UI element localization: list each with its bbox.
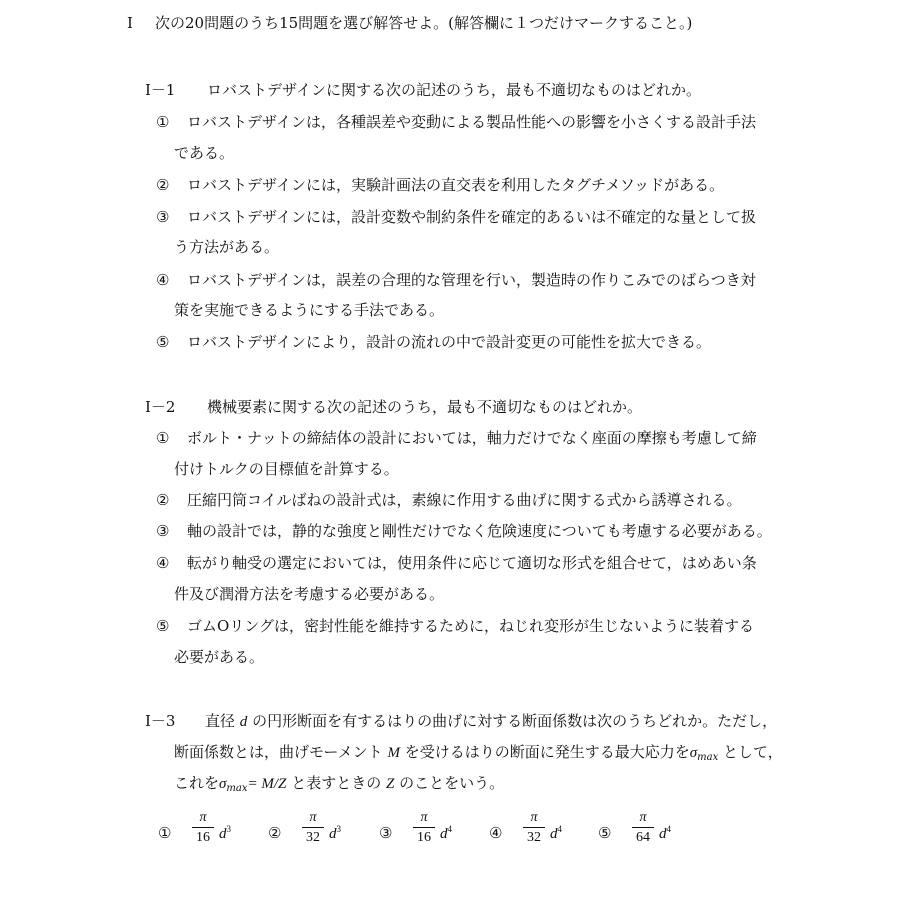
option-text: 転がり軸受の選定においては，使用条件に応じて適切な形式を組合せて，はめあい条 (187, 554, 757, 572)
option-text: 策を実施できるようにする手法である。 (174, 301, 445, 319)
numerator: π (530, 810, 538, 825)
option-mark: ④ (489, 824, 503, 842)
option-mark: ③ (379, 824, 393, 842)
option-mark: ② (156, 176, 170, 194)
question-number: Ⅰ－2 (145, 398, 176, 416)
power-term: $d^4$ (659, 824, 671, 842)
power-term: $d^3$ (329, 824, 341, 842)
option-text: ロバストデザインには，設計変数や制約条件を確定的あるいは不確定的な量として扱 (187, 208, 756, 226)
stem-text: と表すときの (291, 774, 382, 792)
stem-text: 直径 (205, 712, 236, 730)
option-text: 件及び潤滑方法を考慮する必要がある。 (174, 585, 445, 603)
section-mark: Ⅰ (127, 14, 133, 32)
fraction-bar (302, 827, 324, 828)
question-number: Ⅰ－1 (145, 81, 176, 99)
power-term: $d^3$ (219, 824, 231, 842)
option-mark: ② (156, 491, 170, 509)
sigma-symbol: σ (219, 776, 227, 792)
fraction-bar (192, 827, 214, 828)
option-mark: ⑤ (156, 617, 170, 635)
option-mark: ③ (156, 522, 170, 540)
stem-text: 断面係数とは，曲げモーメント (174, 743, 383, 761)
option-text: 付けトルクの目標値を計算する。 (174, 460, 399, 478)
sigma-subscript: max (697, 752, 719, 763)
option-mark: ② (268, 824, 282, 842)
denominator: 16 (196, 830, 210, 845)
stem-text: のことをいう。 (399, 774, 505, 792)
numerator: π (639, 810, 647, 825)
stem-text: を受けるはりの断面に発生する最大応力を (404, 743, 690, 761)
fraction (409, 810, 439, 846)
option-mark: ④ (156, 554, 170, 572)
option-text: ゴムOリングは，密封性能を維持するために，ねじれ変形が生じないように装着する (187, 617, 755, 635)
option-text: ロバストデザインにより，設計の流れの中で設計変更の可能性を拡大できる。 (187, 333, 711, 351)
fraction-bar (632, 827, 654, 828)
fraction (519, 810, 549, 846)
option-mark: ④ (156, 271, 170, 289)
variable-d: d (239, 714, 248, 730)
sigma-symbol: σ (689, 745, 698, 761)
section-instruction: 次の20問題のうち15問題を選び解答せよ。(解答欄に１つだけマークすること。) (155, 14, 693, 32)
fraction (188, 810, 218, 846)
option-mark: ① (156, 429, 170, 447)
variable-Z: Z (385, 776, 395, 792)
option-text: 圧縮円筒コイルばねの設計式は，素線に作用する曲げに関する式から誘導される。 (187, 491, 742, 509)
denominator: 32 (527, 830, 541, 845)
option-text: ロバストデザインは，各種誤差や変動による製品性能への影響を小さくする設計手法 (187, 113, 756, 131)
question-stem-line-2 (174, 742, 783, 768)
numerator: π (420, 810, 428, 825)
denominator: 32 (306, 830, 320, 845)
stem-text: として， (723, 743, 783, 761)
stem-text: の円形断面を有するはりの曲げに対する断面係数は次のうちどれか。ただし， (252, 712, 778, 730)
power-term: $d^4$ (440, 824, 452, 842)
variable-M: M (387, 745, 400, 761)
numerator: π (199, 810, 207, 825)
stem-text: これを (174, 774, 220, 792)
denominator: 64 (636, 830, 650, 845)
fraction-bar (523, 827, 545, 828)
option-text: ロバストデザインには，実験計画法の直交表を利用したタグチメソッドがある。 (187, 176, 725, 194)
option-text: う方法がある。 (174, 238, 280, 256)
power-term: $d^4$ (550, 824, 562, 842)
question-stem (205, 711, 777, 732)
fraction (298, 810, 328, 846)
option-text: である。 (174, 144, 235, 162)
question-stem: 機械要素に関する次の記述のうち，最も不適切なものはどれか。 (207, 398, 643, 416)
denominator: 16 (417, 830, 431, 845)
option-text: 必要がある。 (174, 648, 265, 666)
option-text: ロバストデザインは，誤差の合理的な管理を行い，製造時の作りこみでのばらつき対 (187, 271, 756, 289)
question-stem-line-3 (174, 773, 504, 799)
sigma-subscript: max (226, 783, 248, 794)
fraction (628, 810, 658, 846)
fraction-bar (413, 827, 435, 828)
equation: = M/Z (247, 776, 287, 792)
option-mark: ⑤ (598, 824, 612, 842)
option-mark: ① (158, 824, 172, 842)
numerator: π (309, 810, 317, 825)
question-stem: ロバストデザインに関する次の記述のうち，最も不適切なものはどれか。 (207, 81, 701, 99)
option-mark: ① (156, 113, 170, 131)
option-mark: ⑤ (156, 333, 170, 351)
option-text: 軸の設計では，静的な強度と剛性だけでなく危険速度についても考慮する必要がある。 (187, 522, 772, 540)
question-number: Ⅰ－3 (145, 712, 176, 730)
option-text: ボルト・ナットの締結体の設計においては，軸力だけでなく座面の摩擦も考慮して締 (187, 429, 757, 447)
option-mark: ③ (156, 208, 170, 226)
